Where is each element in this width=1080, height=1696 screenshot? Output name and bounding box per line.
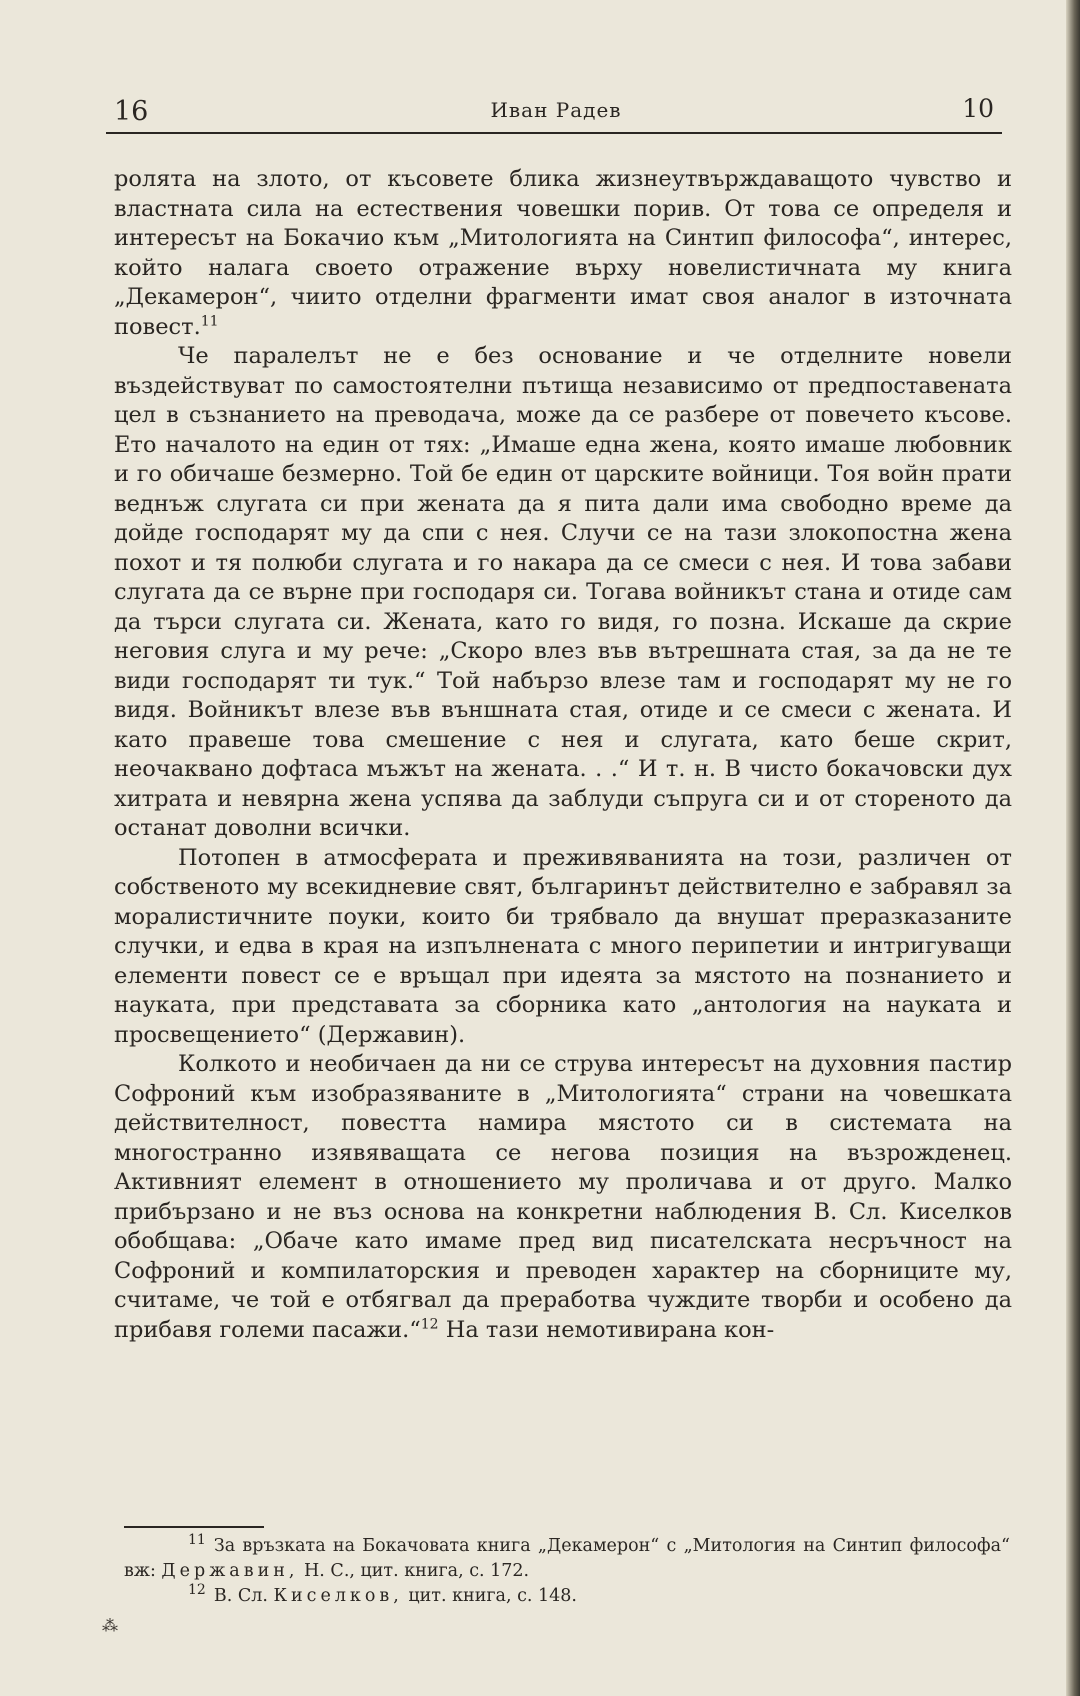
footnote-text: цит. книга, с. 148. [402, 1586, 577, 1606]
body-text [114, 165, 1012, 1345]
paragraph-text-continued: На тази немотивирана кон- [438, 1316, 775, 1343]
footnote [124, 1534, 1010, 1584]
paragraph-text: Колкото и необичаен да ни се струва интересът на духовния пастир Софроний към изобразяваните в „Митологията“ страни на човешката действителност, повестта намира мястото си в системата на многостранно изявяващата се негова позиция на възрожденец. Активният елемент в отношението му проличава и от друго. Малко прибързано и не въз основа на конкретни наблюдения В. Сл. Киселков обобщава: „Обаче като имаме пред вид писателската несръчност на Софроний и компилаторския и преводен характер на сборниците му, считаме, че той е отбягвал да преработва чуждите творби и особено да прибавя големи пасажи.“ [114, 1051, 1012, 1343]
footnotes [124, 1534, 1010, 1609]
paragraph [114, 165, 1012, 342]
footnote-author: Державин, [161, 1561, 299, 1581]
footnote-text: В. Сл. [213, 1586, 274, 1606]
footnote-text: За връзката на Бокачовата книга „Декамерон“ с „Митология на Синтип философа“ вж: [124, 1536, 1010, 1581]
footnote-number: 12 [188, 1582, 206, 1599]
book-spine-shadow [1066, 0, 1080, 1696]
footnote [124, 1584, 1010, 1609]
section-marker: 10 [962, 94, 994, 123]
running-head-author: Иван Радев [490, 98, 622, 122]
paragraph [114, 844, 1012, 1051]
running-head [108, 92, 1004, 132]
footnote-rule [124, 1526, 264, 1528]
header-rule [106, 132, 1002, 134]
paragraph-text: Че паралелът не е без основание и че отделните новели въздействуват по самостоятелни пътища независимо от предпоставената цел в съзнанието на преводача, може да се разбере от повечето късове. Ето началото на един от тях: „Имаше една жена, която имаше любовник и го обичаше безмерно. Той бе един от царските войници. Тоя войн прати веднъж слугата си при жената да я пита дали има свободно време да дойде господарят му да спи с нея. Случи се на тази злокопостна жена похот и тя полюби слугата и го накара да се смеси с нея. И това забави слугата да се върне при господаря си. Тогава войникът стана и отиде сам да търси слугата си. Жената, като го видя, го позна. Искаше да скрие неговия слуга и му рече: „Скоро влез във вътрешната стая, за да не те види господарят ти тук.“ Той набързо влезе там и господарят му не го видя. Войникът влезе във външната стая, отиде и се смеси с жената. И като правеше това смешение с нея и слугата, като беше скрит, неочаквано дофтаса мъжът на жената. . .“ И т. н. В чисто бокачовски дух хитрата и невярна жена успява да заблуди съпруга си и от стореното да останат доволни всички. [114, 343, 1012, 841]
page-number: 16 [114, 96, 149, 127]
footnote-number: 11 [188, 1532, 206, 1549]
footnote-ref[interactable]: 12 [420, 1316, 439, 1332]
footnote-ref[interactable]: 11 [200, 313, 219, 329]
ink-mark-icon: ⁂ [102, 1616, 118, 1635]
paragraph [114, 1050, 1012, 1345]
paragraph [114, 342, 1012, 844]
paragraph-text: ролята на злото, от късовете блика жизнеутвърждаващото чувство и властната сила на естествения човешки порив. От това се определя и интересът на Бокачио към „Митологията на Синтип философа“, интерес, който налага своето отражение върху новелистичната му книга „Декамерон“, чиито отделни фрагменти имат своя аналог в източната повест. [114, 166, 1012, 340]
footnote-author: Киселков, [273, 1586, 403, 1606]
footnote-text: Н. С., цит. книга, с. 172. [298, 1561, 530, 1581]
paragraph-text: Потопен в атмосферата и преживяванията на този, различен от собственото му всекидневие свят, българинът действително е забравял за моралистичните поуки, които би трябвало да внушат преразказаните случки, и едва в края на изпълнената с много перипетии и интригуващи елементи повест се е връщал при идеята за мястото на познанието и науката, при представата за сборника като „антология на науката и просвещението“ (Державин). [114, 844, 1012, 1048]
